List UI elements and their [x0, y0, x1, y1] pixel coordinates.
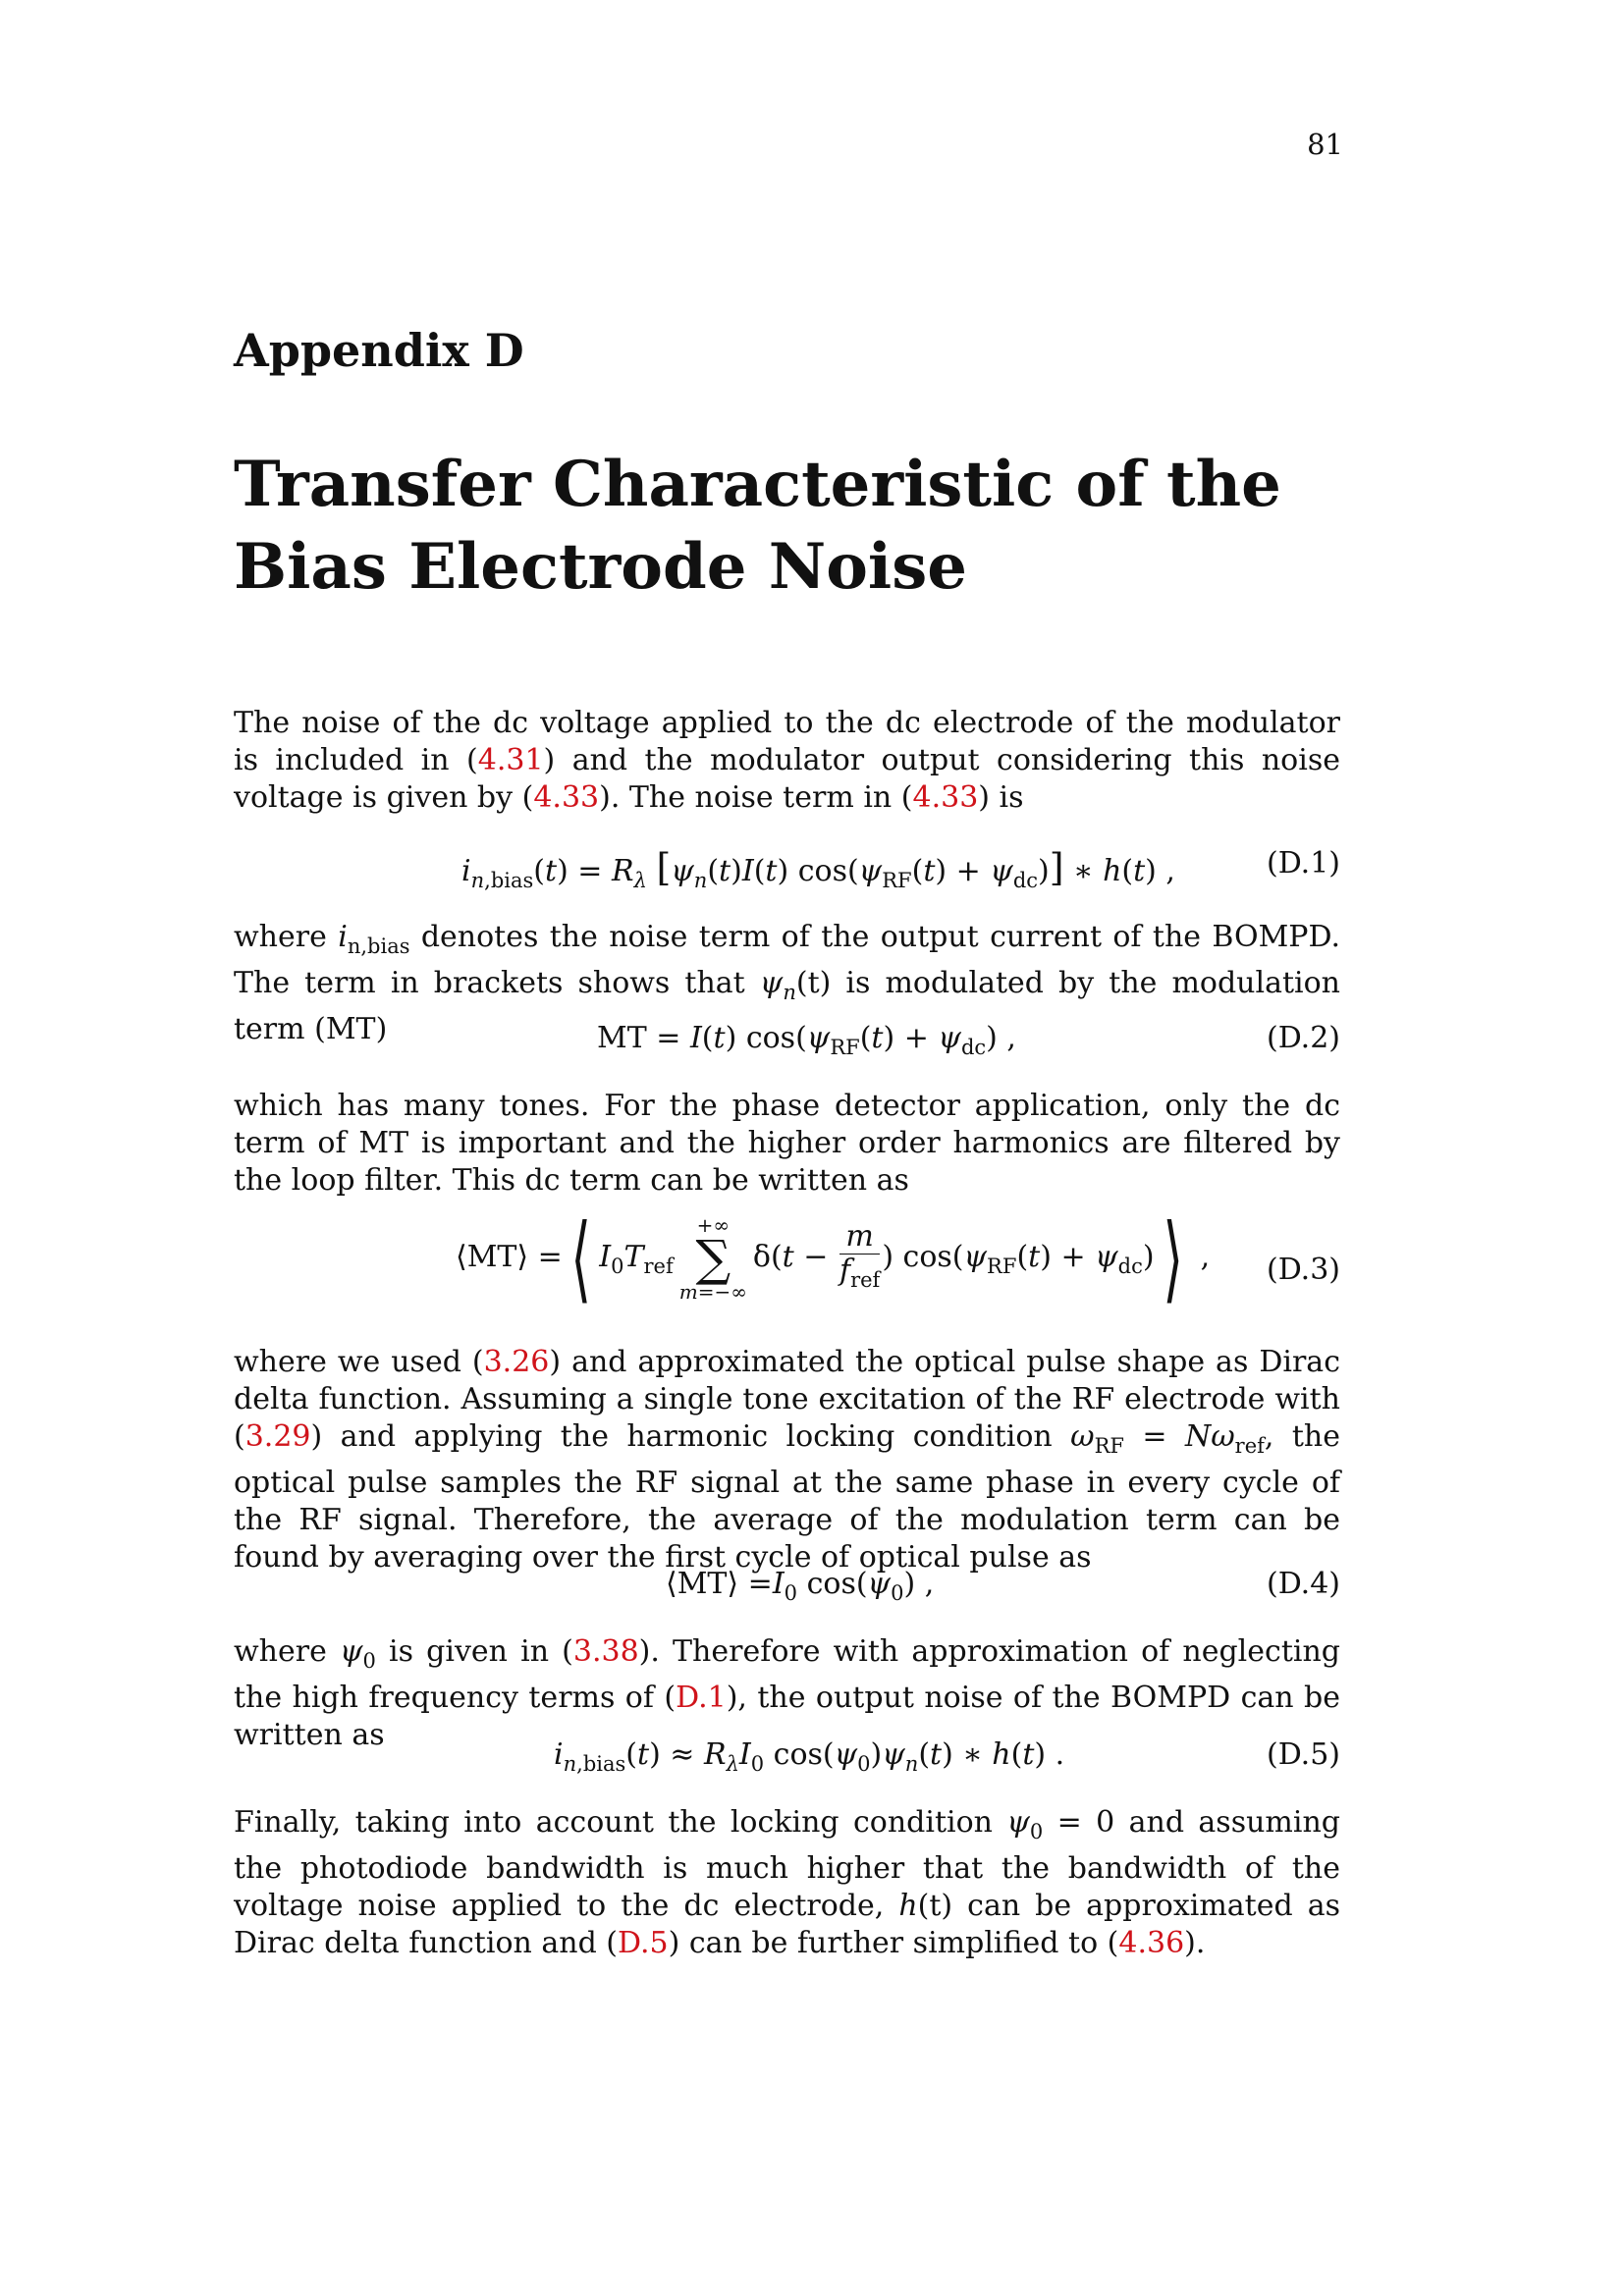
paragraph-where-i-bias: where $i_{n,bias}$ denotes the noise term of the output current of the BOMPD. The term in brackets shows that $\psi_n(t)$ is modulated by the modulation term (MT) — [234, 920, 1341, 1046]
ref-eq-3-38[interactable]: 3.38 — [572, 1634, 639, 1669]
chapter-title: Transfer Characteristic of the Bias Electrode Noise — [234, 448, 1281, 604]
ref-eq-d1[interactable]: D.1 — [676, 1681, 727, 1715]
sum-lower-limit: m=−∞ — [678, 1280, 747, 1304]
ref-eq-3-26[interactable]: 3.26 — [483, 1345, 550, 1379]
page-number: 81 — [1307, 128, 1343, 161]
ref-eq-4-36[interactable]: 4.36 — [1118, 1926, 1185, 1960]
equation-number-d2: (D.2) — [1266, 1021, 1340, 1055]
paragraph-dirac-approx: where we used (3.26) and approximated the optical pulse shape as Dirac delta function. Assuming a single tone excitation of the RF electrode with (3.29) and applying the harmonic locking condition $\omega_{RF} = N\omega_{ref}$, the optical pulse samples the RF signal at the same phase in every cycle of the RF signal. Therefore, the average of the modulation term can be found by averaging over the first cycle of optical pulse as — [234, 1345, 1340, 1575]
sum-upper-limit: +∞ — [696, 1213, 731, 1237]
equation-number-d1: (D.1) — [1266, 846, 1340, 881]
paragraph-conclusion: Finally, taking into account the locking condition $\psi_0 = 0$ and assuming the photodiode bandwidth is much higher that the bandwidth of the voltage noise applied to the dc electrode, h(t) can be approximated as Dirac delta function and (D.5) can be further simplified to (4.36). — [234, 1805, 1341, 1960]
ref-eq-4-33[interactable]: 4.33 — [533, 780, 600, 815]
ref-eq-3-29[interactable]: 3.29 — [244, 1419, 311, 1454]
equation-number-d3: (D.3) — [1266, 1253, 1340, 1287]
paragraph-many-tones: which has many tones. For the phase detector application, only the dc term of MT is important and the higher order harmonics are filtered by the loop filter. This dc term can be written as — [234, 1089, 1340, 1198]
paragraph-intro: The noise of the dc voltage applied to the dc electrode of the modulator is included in (4.31) and the modulator output considering this noise voltage is given by (4.33). The noise term in (4.33) is — [234, 706, 1340, 815]
equation-d5: $i_{n,bias}(t) \approx R_\lambda I_0$ $\cos(\psi_0)\psi_n(t)$ ∗ h(t) . (D.5) — [554, 1737, 1340, 1776]
equation-d4: ⟨MT⟩ $=I_0$ $\cos(\psi_0)$ , (D.4) — [666, 1567, 1340, 1605]
appendix-label: Appendix D — [234, 324, 524, 377]
ref-eq-4-31[interactable]: 4.31 — [477, 743, 544, 777]
ref-eq-d5[interactable]: D.5 — [618, 1926, 669, 1960]
equation-d3: ⟨MT⟩ =⟨ $I_0T_{ref}$ +∞ ∑ m=−∞ δ(t − $\frac{m}{f_{ref}}$ ) $\cos(\psi_{RF}(t)$ + $\psi_{dc})⟩$ , (D.3) — [456, 1203, 1340, 1313]
paragraph-psi0: where $\psi_0$ is given in (3.38). Therefore with approximation of neglecting the high frequency terms of (D.1), the output noise of the BOMPD can be written as — [234, 1634, 1340, 1752]
equation-d1: $i_{n,bias}(t) = R_\lambda$ $[\psi_n(t)I(t) \cos(\psi_{RF}(t) + \psi_{dc})]$ ∗ h(t) , (D.1) — [461, 846, 1340, 892]
ref-eq-4-33-b[interactable]: 4.33 — [912, 780, 979, 815]
equation-d2: MT = I(t) $\cos(\psi_{RF}(t) + \psi_{dc})$ , (D.2) — [597, 1021, 1340, 1059]
equation-number-d5: (D.5) — [1266, 1737, 1340, 1772]
equation-number-d4: (D.4) — [1266, 1567, 1340, 1601]
